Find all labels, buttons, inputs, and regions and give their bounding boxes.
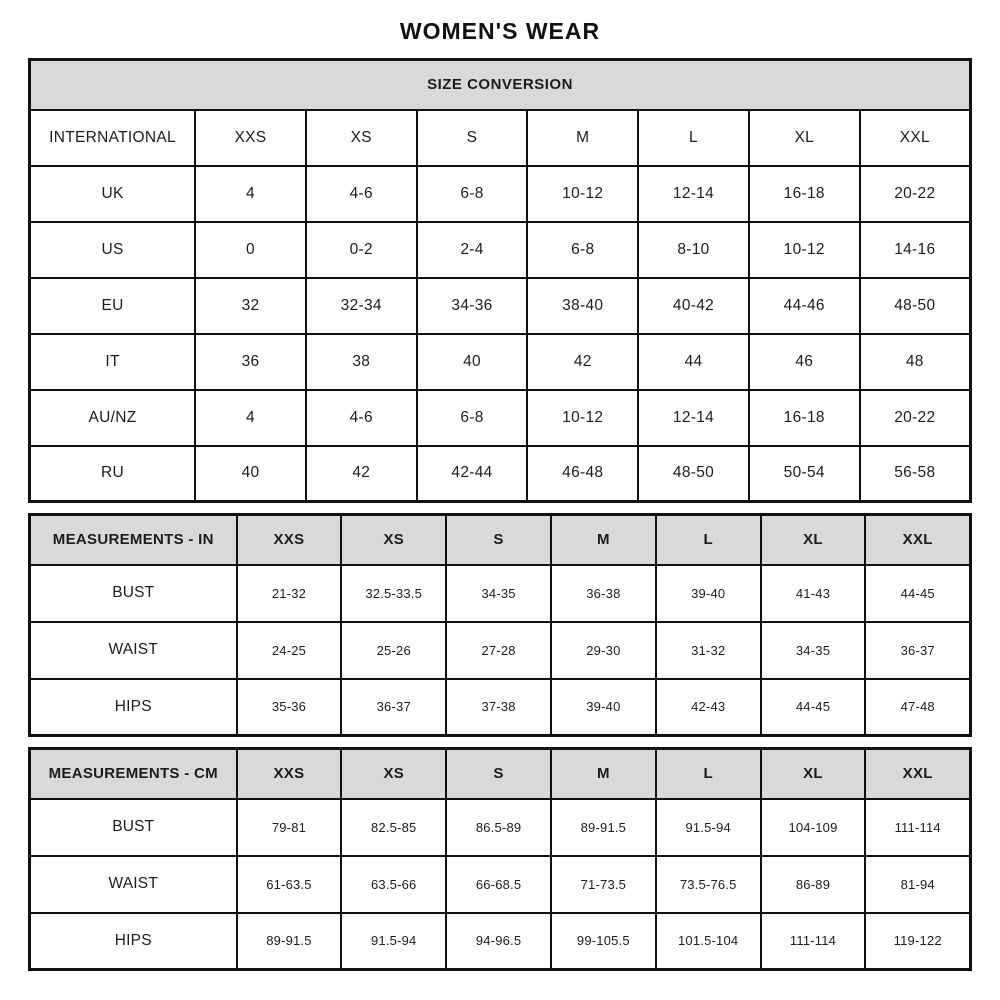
size-header: XL xyxy=(761,749,866,799)
cell: 71-73.5 xyxy=(551,856,656,913)
cell: 79-81 xyxy=(237,799,342,856)
cell: 36-37 xyxy=(341,679,446,736)
cell: 63.5-66 xyxy=(341,856,446,913)
size-header: XXS xyxy=(237,515,342,565)
table-row xyxy=(30,334,971,390)
cell: 81-94 xyxy=(865,856,970,913)
cell: 37-38 xyxy=(446,679,551,736)
table-caption-row xyxy=(30,60,971,110)
row-label: HIPS xyxy=(30,679,237,736)
row-label: BUST xyxy=(30,799,237,856)
cell: 89-91.5 xyxy=(551,799,656,856)
cell: 6-8 xyxy=(527,222,638,278)
measurements-in-header: MEASUREMENTS - IN xyxy=(30,515,237,565)
table-row xyxy=(30,856,971,913)
row-label: RU xyxy=(30,446,196,502)
cell: 104-109 xyxy=(761,799,866,856)
cell: 44-45 xyxy=(865,565,970,622)
size-conversion-header: SIZE CONVERSION xyxy=(30,60,971,110)
size-header: M xyxy=(551,515,656,565)
column-header-row xyxy=(30,110,971,166)
cell: 40 xyxy=(195,446,306,502)
row-label: IT xyxy=(30,334,196,390)
cell: 99-105.5 xyxy=(551,913,656,970)
cell: 111-114 xyxy=(865,799,970,856)
cell: 36-38 xyxy=(551,565,656,622)
table-row xyxy=(30,799,971,856)
cell: 46-48 xyxy=(527,446,638,502)
cell: 66-68.5 xyxy=(446,856,551,913)
cell: 21-32 xyxy=(237,565,342,622)
cell: 20-22 xyxy=(860,166,971,222)
cell: 40 xyxy=(417,334,528,390)
measurements-cm-table xyxy=(28,747,972,971)
row-label: US xyxy=(30,222,196,278)
size-header: XXL xyxy=(865,515,970,565)
cell: 94-96.5 xyxy=(446,913,551,970)
table-row xyxy=(30,278,971,334)
cell: 34-36 xyxy=(417,278,528,334)
cell: 61-63.5 xyxy=(237,856,342,913)
cell: 91.5-94 xyxy=(656,799,761,856)
cell: 39-40 xyxy=(551,679,656,736)
size-header: XXS xyxy=(237,749,342,799)
cell: 38-40 xyxy=(527,278,638,334)
cell: 36 xyxy=(195,334,306,390)
column-header-row xyxy=(30,515,971,565)
size-header: M xyxy=(551,749,656,799)
table-row xyxy=(30,166,971,222)
cell: 6-8 xyxy=(417,166,528,222)
cell: 0-2 xyxy=(306,222,417,278)
cell: 27-28 xyxy=(446,622,551,679)
cell: 89-91.5 xyxy=(237,913,342,970)
cell: 44 xyxy=(638,334,749,390)
cell: 44-45 xyxy=(761,679,866,736)
size-header: XS xyxy=(341,749,446,799)
cell: 42-44 xyxy=(417,446,528,502)
column-header-row xyxy=(30,749,971,799)
cell: 10-12 xyxy=(527,166,638,222)
column-header: M xyxy=(527,110,638,166)
cell: 4 xyxy=(195,390,306,446)
cell: 25-26 xyxy=(341,622,446,679)
cell: 119-122 xyxy=(865,913,970,970)
size-header: S xyxy=(446,749,551,799)
cell: 50-54 xyxy=(749,446,860,502)
cell: 32-34 xyxy=(306,278,417,334)
cell: 41-43 xyxy=(761,565,866,622)
cell: 44-46 xyxy=(749,278,860,334)
cell: 20-22 xyxy=(860,390,971,446)
cell: 42 xyxy=(306,446,417,502)
size-conversion-table xyxy=(28,58,972,503)
cell: 48-50 xyxy=(860,278,971,334)
cell: 4 xyxy=(195,166,306,222)
cell: 39-40 xyxy=(656,565,761,622)
row-label: HIPS xyxy=(30,913,237,970)
cell: 14-16 xyxy=(860,222,971,278)
cell: 82.5-85 xyxy=(341,799,446,856)
cell: 48-50 xyxy=(638,446,749,502)
cell: 38 xyxy=(306,334,417,390)
cell: 42 xyxy=(527,334,638,390)
cell: 24-25 xyxy=(237,622,342,679)
cell: 35-36 xyxy=(237,679,342,736)
cell: 48 xyxy=(860,334,971,390)
table-row xyxy=(30,679,971,736)
cell: 34-35 xyxy=(446,565,551,622)
row-label: AU/NZ xyxy=(30,390,196,446)
table-row xyxy=(30,390,971,446)
column-header: S xyxy=(417,110,528,166)
column-header: XXS xyxy=(195,110,306,166)
column-header: INTERNATIONAL xyxy=(30,110,196,166)
column-header: XS xyxy=(306,110,417,166)
table-row xyxy=(30,222,971,278)
cell: 31-32 xyxy=(656,622,761,679)
table-row xyxy=(30,622,971,679)
cell: 12-14 xyxy=(638,166,749,222)
page-title: WOMEN'S WEAR xyxy=(399,18,601,44)
measurements-in-table xyxy=(28,513,972,737)
size-header: XS xyxy=(341,515,446,565)
cell: 86-89 xyxy=(761,856,866,913)
cell: 10-12 xyxy=(527,390,638,446)
cell: 47-48 xyxy=(865,679,970,736)
column-header: XL xyxy=(749,110,860,166)
cell: 40-42 xyxy=(638,278,749,334)
cell: 91.5-94 xyxy=(341,913,446,970)
table-row xyxy=(30,446,971,502)
cell: 42-43 xyxy=(656,679,761,736)
cell: 34-35 xyxy=(761,622,866,679)
cell: 8-10 xyxy=(638,222,749,278)
table-row xyxy=(30,913,971,970)
cell: 32 xyxy=(195,278,306,334)
cell: 36-37 xyxy=(865,622,970,679)
cell: 4-6 xyxy=(306,166,417,222)
size-header: XL xyxy=(761,515,866,565)
measurements-cm-header: MEASUREMENTS - CM xyxy=(30,749,237,799)
row-label: BUST xyxy=(30,565,237,622)
cell: 6-8 xyxy=(417,390,528,446)
cell: 16-18 xyxy=(749,390,860,446)
column-header: L xyxy=(638,110,749,166)
cell: 29-30 xyxy=(551,622,656,679)
cell: 0 xyxy=(195,222,306,278)
cell: 101.5-104 xyxy=(656,913,761,970)
cell: 32.5-33.5 xyxy=(341,565,446,622)
cell: 86.5-89 xyxy=(446,799,551,856)
cell: 10-12 xyxy=(749,222,860,278)
cell: 111-114 xyxy=(761,913,866,970)
size-header: L xyxy=(656,749,761,799)
size-header: XXL xyxy=(865,749,970,799)
row-label: WAIST xyxy=(30,622,237,679)
row-label: UK xyxy=(30,166,196,222)
row-label: EU xyxy=(30,278,196,334)
cell: 73.5-76.5 xyxy=(656,856,761,913)
column-header: XXL xyxy=(860,110,971,166)
row-label: WAIST xyxy=(30,856,237,913)
cell: 4-6 xyxy=(306,390,417,446)
cell: 12-14 xyxy=(638,390,749,446)
cell: 16-18 xyxy=(749,166,860,222)
cell: 46 xyxy=(749,334,860,390)
cell: 2-4 xyxy=(417,222,528,278)
table-row xyxy=(30,565,971,622)
size-header: L xyxy=(656,515,761,565)
size-header: S xyxy=(446,515,551,565)
cell: 56-58 xyxy=(860,446,971,502)
